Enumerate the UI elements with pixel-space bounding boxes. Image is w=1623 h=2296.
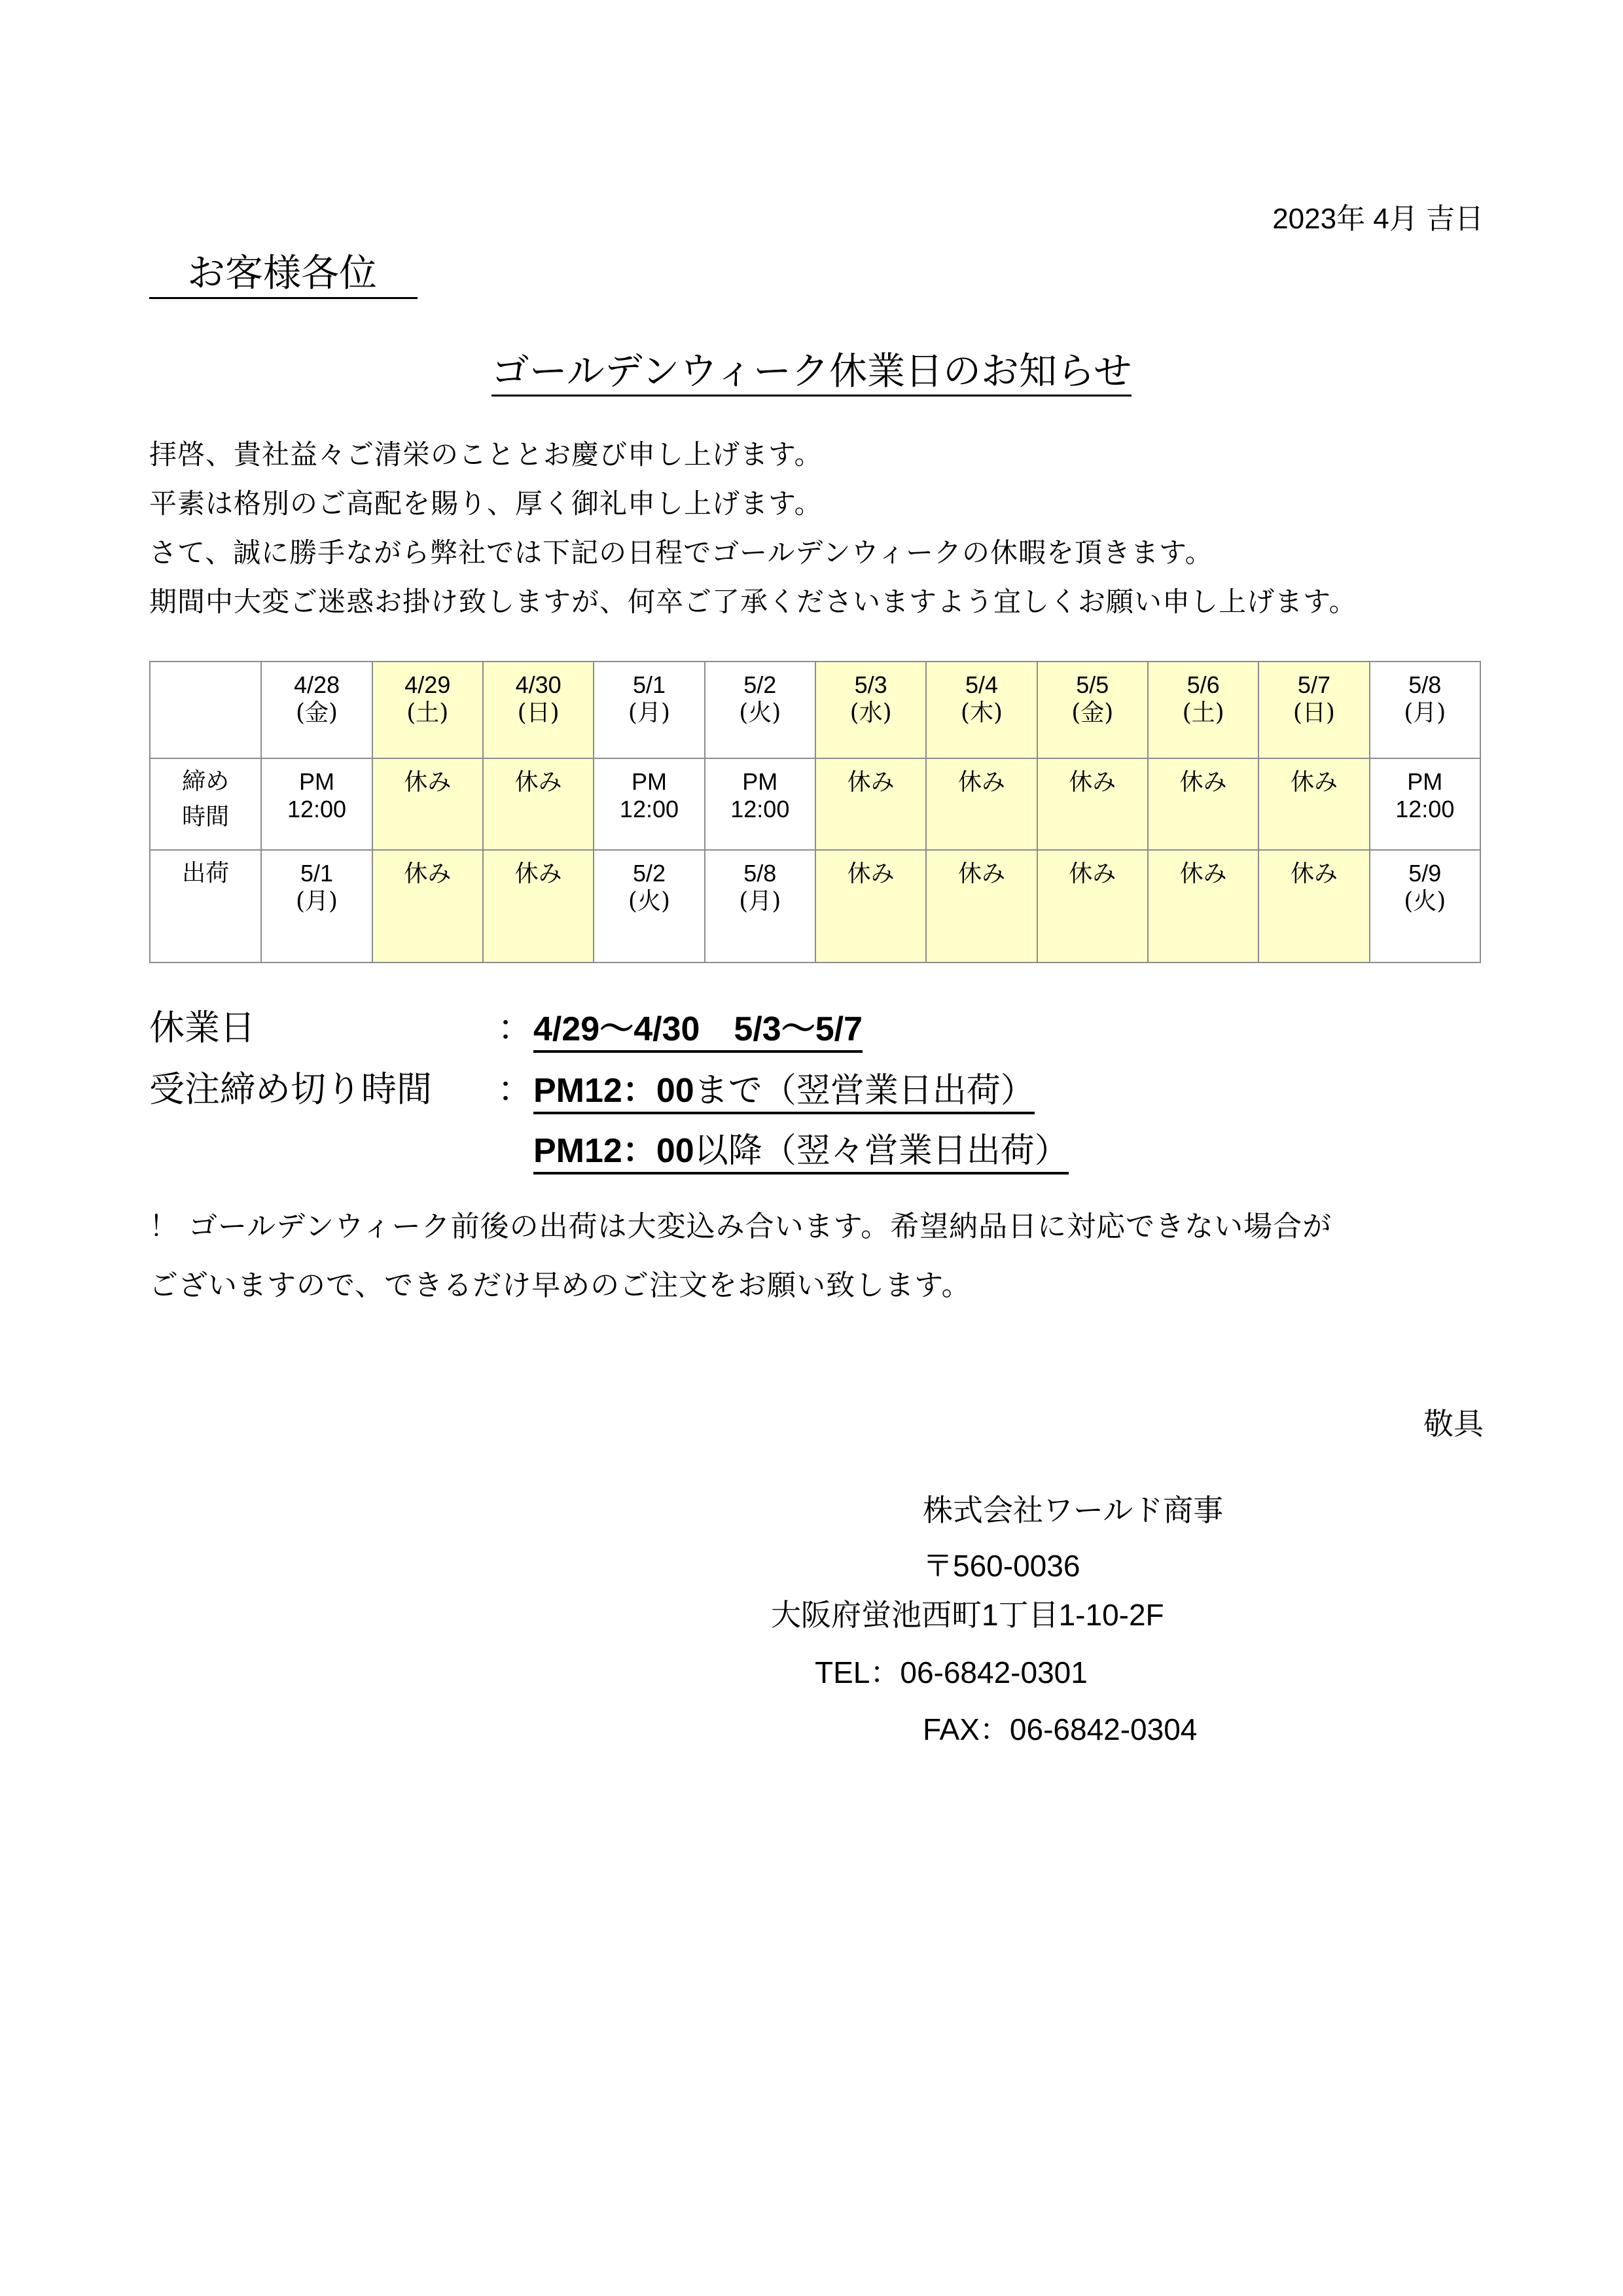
- shipping-cell: [926, 850, 1037, 963]
- shipping-text: 休み: [404, 860, 452, 887]
- shipping-text: 休み: [1069, 860, 1116, 887]
- cutoff-label: 受注締め切り時間: [149, 1069, 432, 1110]
- date-cell: [483, 662, 594, 758]
- shipping-weekday: (火): [1404, 888, 1446, 915]
- weekday-text: (水): [849, 699, 892, 726]
- weekday-text: (土): [406, 699, 449, 726]
- shipping-text: 休み: [514, 860, 562, 887]
- date-cell: [1258, 662, 1369, 758]
- weekday-text: (金): [295, 699, 338, 726]
- shipping-weekday: (月): [739, 888, 781, 915]
- shipping-cell: [1148, 850, 1258, 963]
- weekday-text: (金): [1071, 699, 1114, 726]
- holidays-value: 4/29～4/30 5/3～5/7: [533, 1001, 863, 1053]
- date-text: 5/4: [965, 671, 998, 698]
- greeting-line-2: 平素は格別のご高配を賜り、厚く御礼申し上げます。: [149, 487, 823, 520]
- announcement-line: さて、誠に勝手ながら弊社では下記の日程でゴールデンウィークの休暇を頂きます。: [149, 537, 1213, 569]
- cutoff-cell: [1258, 758, 1369, 850]
- shipping-cell: [1037, 850, 1148, 963]
- notice-line-2: ございますので、できるだけ早めのご注文をお願い致します。: [149, 1269, 971, 1302]
- date-text: 4/30: [515, 671, 562, 698]
- date-text: 5/5: [1076, 671, 1109, 698]
- cutoff-text: PM: [1407, 768, 1443, 795]
- document-title: [0, 340, 1623, 395]
- shipping-text: 5/9: [1408, 860, 1442, 887]
- date-text: 5/8: [1408, 671, 1442, 698]
- date-cell: [815, 662, 926, 758]
- shipping-text: 5/1: [300, 860, 334, 887]
- shipping-weekday: (火): [628, 888, 671, 915]
- apology-line: 期間中大変ご迷惑お掛け致しますが、何卒ご了承くださいますよう宜しくお願い申し上げます。: [149, 586, 1357, 618]
- cutoff-row: [150, 758, 1480, 850]
- date-text: 5/1: [632, 671, 666, 698]
- cutoff-cell: [483, 758, 594, 850]
- cutoff-time: 12:00: [730, 796, 790, 822]
- date-cell: [1148, 662, 1258, 758]
- addressee: お客様各位: [149, 242, 418, 299]
- document-title-text: ゴールデンウィーク休業日のお知らせ: [491, 349, 1132, 397]
- weekday-text: (土): [1182, 699, 1224, 726]
- cutoff-text: 休み: [1069, 769, 1116, 796]
- greeting-line-1: 拝啓、貴社益々ご清栄のこととお慶び申し上げます。: [149, 438, 823, 470]
- shipping-cell: [483, 850, 594, 963]
- date-cell: [1370, 662, 1480, 758]
- date-text: 4/29: [404, 671, 451, 698]
- weekday-text: (日): [1293, 699, 1335, 726]
- cutoff-cell: [1370, 758, 1480, 850]
- cutoff-time: 12:00: [1395, 796, 1455, 822]
- weekday-text: (木): [960, 699, 1003, 726]
- cutoff-colon: ：: [497, 1069, 533, 1110]
- cutoff-cell: [261, 758, 372, 850]
- shipping-text: 休み: [1179, 860, 1227, 887]
- cutoff-time: 12:00: [619, 796, 679, 822]
- cutoff-text: 休み: [404, 769, 452, 796]
- date-text: 5/2: [743, 671, 777, 698]
- date-cell: [594, 662, 704, 758]
- shipping-text: 5/2: [632, 860, 666, 887]
- telephone: TEL：06-6842-0301: [815, 1655, 1088, 1689]
- notice-line-1: ！ ゴールデンウィーク前後の出荷は大変込み合います。希望納品日に対応できない場合が: [149, 1210, 1332, 1243]
- closing-word: 敬具: [1423, 1406, 1484, 1441]
- date-text: 4/28: [293, 671, 340, 698]
- document-date: 2023年 4月 吉日: [1272, 203, 1484, 235]
- cutoff-row-label: 締め 時間: [150, 758, 261, 850]
- shipping-text: 休み: [1290, 860, 1338, 887]
- weekday-text: (月): [1404, 699, 1446, 726]
- cutoff-text: PM: [631, 768, 667, 795]
- cutoff-time: 12:00: [287, 796, 347, 822]
- postal-code: 〒560-0036: [923, 1549, 1080, 1583]
- shipping-row: [150, 850, 1480, 963]
- date-cell: [261, 662, 372, 758]
- cutoff-text: 休み: [847, 769, 895, 796]
- shipping-cell: [594, 850, 704, 963]
- shipping-row-label: 出荷: [150, 850, 261, 963]
- company-name: 株式会社ワールド商事: [923, 1492, 1224, 1528]
- shipping-text: 5/8: [743, 860, 777, 887]
- cutoff-cell: [926, 758, 1037, 850]
- date-cell: [1037, 662, 1148, 758]
- cutoff-cell: [594, 758, 704, 850]
- date-text: 5/6: [1186, 671, 1220, 698]
- date-cell: [372, 662, 483, 758]
- cutoff-text: 休み: [1290, 769, 1338, 796]
- holidays-colon: ：: [497, 1007, 533, 1048]
- weekday-text: (火): [739, 699, 781, 726]
- cutoff-cell: [1037, 758, 1148, 850]
- shipping-weekday: (月): [295, 888, 338, 915]
- date-text: 5/3: [854, 671, 887, 698]
- holidays-label: 休業日: [149, 1007, 255, 1048]
- shipping-text: 休み: [957, 860, 1005, 887]
- shipping-cell: [705, 850, 815, 963]
- cutoff-cell: [705, 758, 815, 850]
- date-cell: [705, 662, 815, 758]
- fax: FAX：06-6842-0304: [923, 1712, 1198, 1746]
- cutoff-value-after: PM12：00以降（翌々営業日出荷）: [533, 1123, 1069, 1174]
- corner-cell: [150, 662, 261, 758]
- shipping-cell: [815, 850, 926, 963]
- date-row: [150, 662, 1480, 758]
- weekday-text: (日): [517, 699, 560, 726]
- date-cell: [926, 662, 1037, 758]
- weekday-text: (月): [628, 699, 671, 726]
- shipping-cell: [1370, 850, 1480, 963]
- cutoff-cell: [815, 758, 926, 850]
- cutoff-text: 休み: [514, 769, 562, 796]
- cutoff-text: PM: [742, 768, 778, 795]
- cutoff-value-before: PM12：00まで（翌営業日出荷）: [533, 1063, 1035, 1114]
- cutoff-text: 休み: [957, 769, 1005, 796]
- shipping-cell: [372, 850, 483, 963]
- cutoff-cell: [372, 758, 483, 850]
- cutoff-text: PM: [298, 768, 334, 795]
- shipping-cell: [1258, 850, 1369, 963]
- date-text: 5/7: [1297, 671, 1330, 698]
- cutoff-cell: [1148, 758, 1258, 850]
- shipping-text: 休み: [847, 860, 895, 887]
- cutoff-text: 休み: [1179, 769, 1227, 796]
- schedule-table: [149, 661, 1481, 963]
- company-address: 大阪府蛍池西町1丁目1-10-2F: [771, 1598, 1164, 1632]
- shipping-cell: [261, 850, 372, 963]
